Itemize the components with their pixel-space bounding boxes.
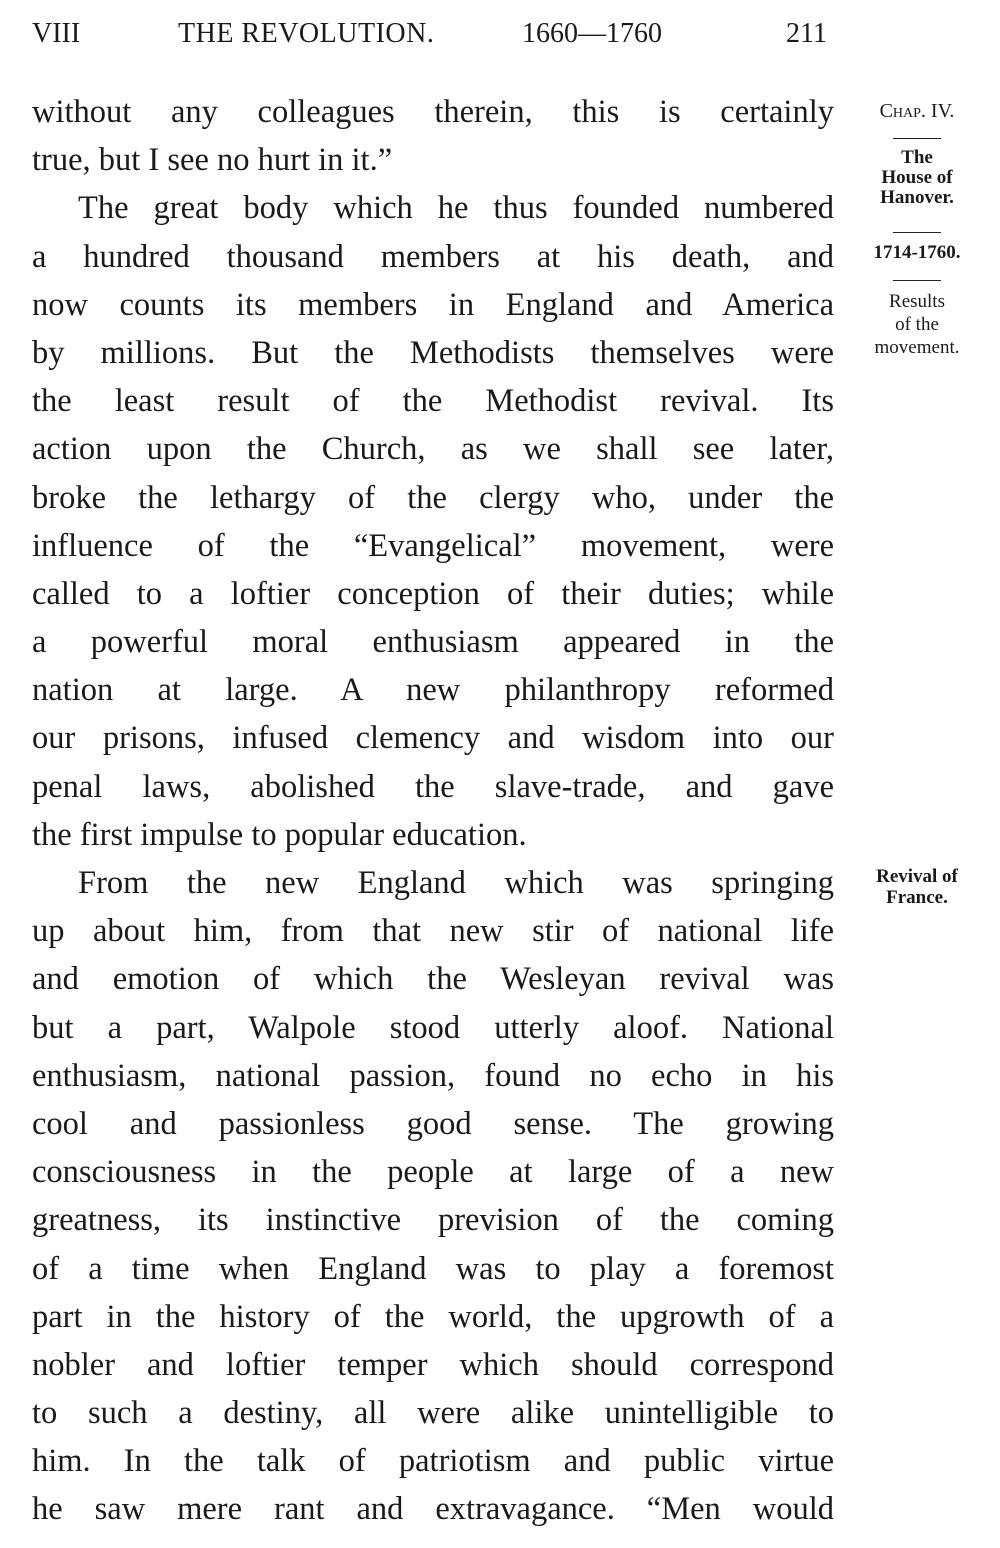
text-line: the first impulse to popular education.: [32, 816, 527, 853]
text-line: influence of the “Evangelical” movement, were: [32, 527, 834, 564]
header-years: 1660—1760: [522, 18, 662, 49]
text-line: a powerful moral enthusiasm appeared in the: [32, 624, 834, 661]
text-line: called to a loftier conception of their duties; while: [32, 575, 834, 612]
text-line: greatness, its instinctive prevision of the coming: [32, 1202, 834, 1239]
text-line: without any colleagues therein, this is certainly: [32, 94, 834, 130]
margin-note-dates: 1714-1760.: [873, 242, 961, 263]
margin-note-results: [852, 290, 982, 359]
text-line: of a time when England was to play a foremost: [32, 1250, 834, 1287]
margin-note-line: movement.: [874, 337, 960, 358]
header-chapter: VIII: [32, 18, 81, 49]
text-line: broke the lethargy of the clergy who, under the: [32, 479, 834, 516]
margin-rule: [893, 280, 941, 281]
text-line: consciousness in the people at large of a new: [32, 1154, 834, 1191]
text-line: him. In the talk of patriotism and public virtue: [32, 1443, 834, 1480]
text-line: cool and passionless good sense. The growing: [32, 1105, 834, 1142]
text-line: nation at large. A new philanthropy reformed: [32, 672, 834, 709]
text-line: our prisons, infused clemency and wisdom into our: [32, 720, 834, 757]
margin-note-line: Results: [889, 291, 945, 312]
text-line: by millions. But the Methodists themselves were: [32, 334, 834, 371]
text-line: nobler and loftier temper which should correspond: [32, 1346, 834, 1383]
page-number: 211: [786, 18, 827, 49]
header-title: THE REVOLUTION.: [178, 18, 435, 49]
margin-note-line: France.: [886, 887, 948, 908]
margin-note-line: Hanover.: [880, 187, 954, 208]
text-line: true, but I see no hurt in it.”: [32, 142, 393, 179]
margin-note-line: of the: [895, 314, 939, 335]
text-line: and emotion of which the Wesleyan revival was: [32, 961, 834, 998]
margin-note-line: House of: [881, 167, 953, 188]
text-line: now counts its members in England and America: [32, 286, 834, 323]
text-line: From the new England which was springing: [78, 865, 834, 901]
margin-rule: [893, 138, 941, 139]
text-line: he saw mere rant and extravagance. “Men would: [32, 1491, 834, 1528]
margin-rule: [893, 232, 941, 233]
margin-note-house: [852, 148, 982, 208]
text-line: part in the history of the world, the upgrowth of a: [32, 1298, 834, 1335]
text-line: penal laws, abolished the slave-trade, and gave: [32, 768, 834, 805]
text-line: the least result of the Methodist revival. Its: [32, 383, 834, 420]
margin-note-chapter: Chap. IV.: [879, 100, 955, 122]
text-line: but a part, Walpole stood utterly aloof. National: [32, 1009, 834, 1046]
margin-note-line: Revival of: [876, 866, 958, 887]
text-line: enthusiasm, national passion, found no echo in his: [32, 1057, 834, 1094]
text-line: to such a destiny, all were alike unintelligible to: [32, 1395, 834, 1432]
text-line: The great body which he thus founded numbered: [78, 190, 834, 227]
text-line: up about him, from that new stir of national life: [32, 913, 834, 950]
text-line: action upon the Church, as we shall see later,: [32, 431, 834, 468]
margin-note-line: The: [901, 147, 933, 168]
running-header: [32, 18, 832, 54]
body-text: [32, 88, 834, 1534]
text-line: a hundred thousand members at his death, and: [32, 238, 834, 275]
margin-note-revival: [852, 866, 982, 908]
